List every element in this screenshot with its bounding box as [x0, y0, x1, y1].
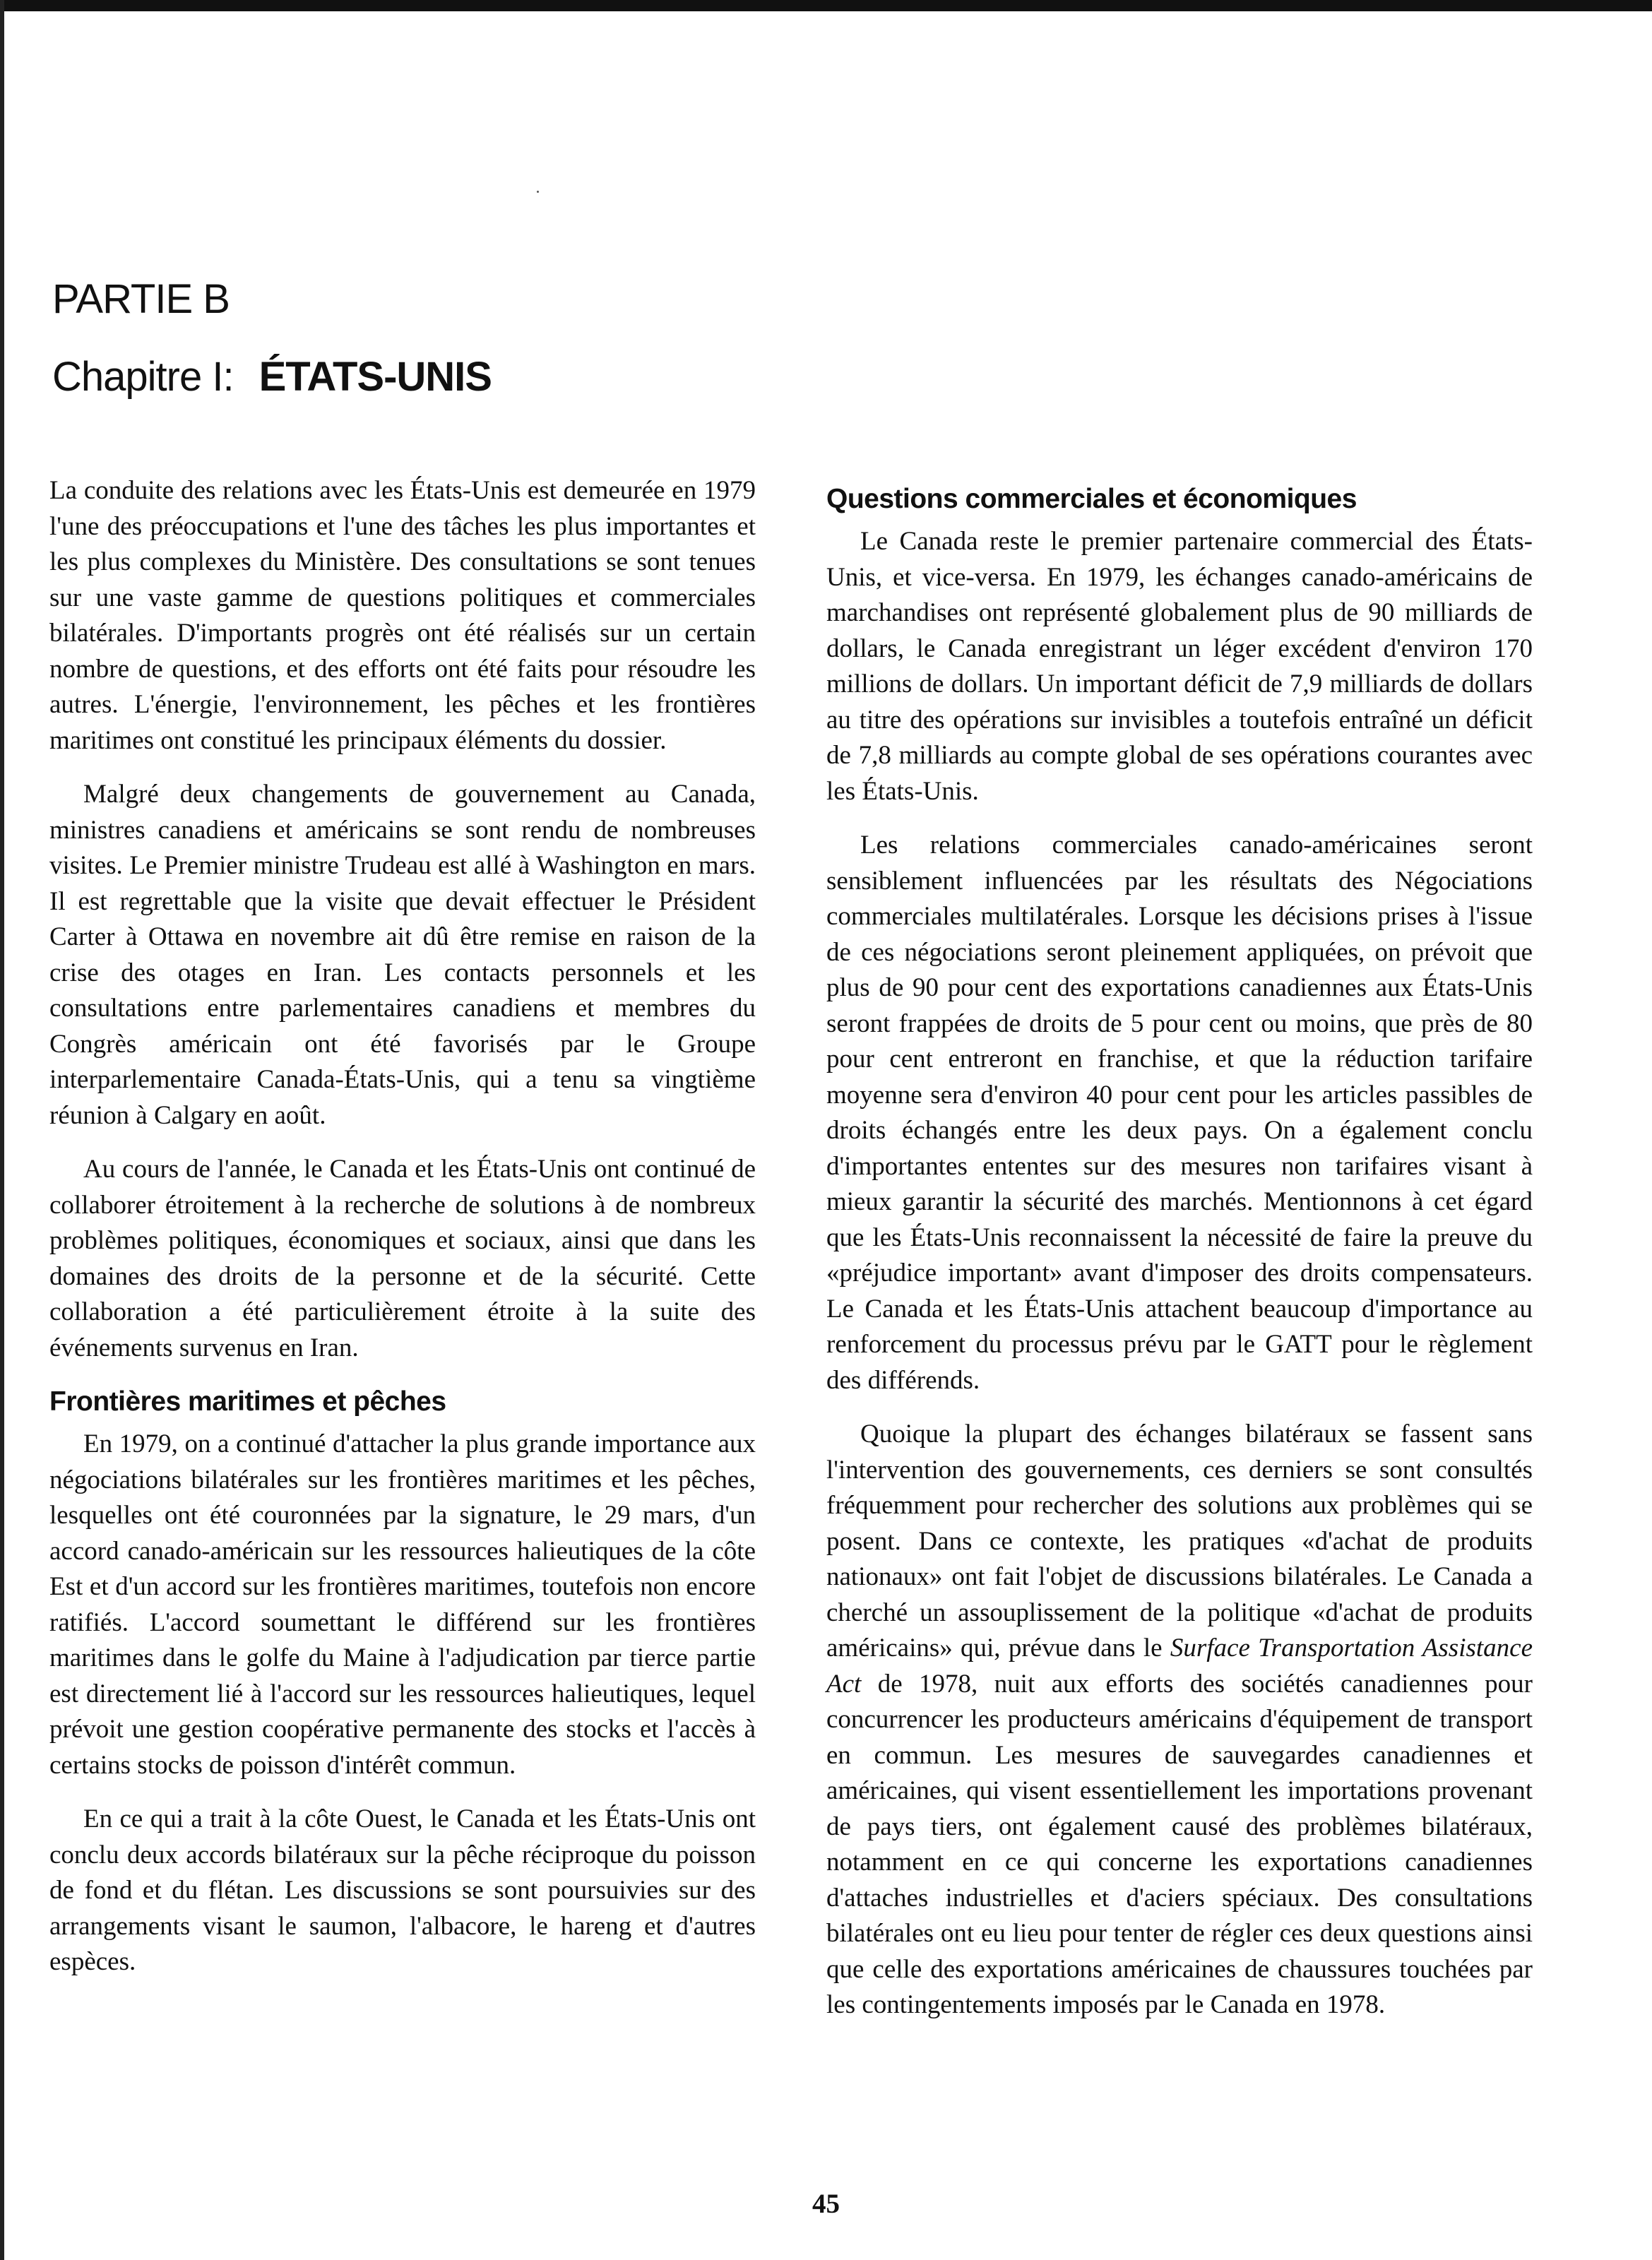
paragraph-bilateral-text-2: de 1978, nuit aux efforts des sociétés canadiennes pour concurrencer les producteurs américains d'équipement de transport en commun. Les mesures de sauvegardes canadiennes et américaines, qui visent essentiellement les importations provenant de pays tiers, ont également causé des problèmes bilatéraux, notamment en ce qui concerne les exportations canadiennes d'attaches industrielles et d'aciers spéciaux. Des consultations bilatérales ont eu lieu pour tenter de régler ces deux questions ainsi que celle des exportations américaines de chaussures touchées par les contingentements imposés par le Canada en 1978.: [826, 1669, 1533, 2019]
act-title: Surface Transportation Assistance Act: [826, 1634, 1533, 1699]
paragraph-bilateral-issues: [826, 1417, 1533, 2023]
paragraph-multilateral: Les relations commerciales canado-américaines seront sensiblement influencées par les résultats des Négociations commerciales multilatérales. Lorsque les décisions prises à l'issue de ces négociations seront pleinement appliquées, on prévoit que plus de 90 pour cent des exportations canadiennes aux États-Unis seront frappées de droits de 5 pour cent ou moins, que près de 80 pour cent entreront en franchise, et que la réduction tarifaire moyenne sera d'environ 40 pour cent pour les articles passibles de droits échangés entre les deux pays. On a également conclu d'importantes ententes sur des mesures non tarifaires visant à mieux garantir la sécurité des marchés. Mentionnons à cet égard que les États-Unis reconnaissent la nécessité de faire la preuve du «préjudice important» avant d'imposer des droits compensateurs. Le Canada et les États-Unis attachent beaucoup d'importance au renforcement du processus prévu par le GATT pour le règlement des différends.: [826, 831, 1533, 1395]
section-heading-fisheries: Frontières maritimes et pêches: [49, 1386, 446, 1417]
paragraph-east-coast: En 1979, on a continué d'attacher la plus grande importance aux négociations bilatérales sur les frontières maritimes et les pêches, lesquelles ont été couronnées par la signature, le 29 mars, d'un accord canado-américain sur les ressources halieutiques de la côte Est et d'un accord sur les frontières maritimes, toutefois non encore ratifiés. L'accord soumettant le différend sur les frontières maritimes dans le golfe du Maine à l'adjudication par tierce partie est directement lié à l'accord sur les ressources halieutiques, lequel prévoit une gestion coopérative permanente des stocks et l'accès à certains stocks de poisson d'intérêt commun.: [49, 1429, 756, 1780]
chapter-label: Chapitre I:: [52, 354, 234, 400]
paragraph-intro: La conduite des relations avec les États-Unis est demeurée en 1979 l'une des préoccupations et l'une des tâches les plus importantes et les plus complexes du Ministère. Des consultations se sont tenues sur une vaste gamme de questions politiques et commerciales bilatérales. D'importants progrès ont été réalisés sur un certain nombre de questions, et des efforts ont été faits pour résoudre les autres. L'énergie, l'environnement, les pêches et les frontières maritimes ont constitué les principaux éléments du dossier.: [49, 476, 756, 755]
chapter-title: [52, 353, 492, 400]
right-column: [826, 473, 1533, 2042]
top-border: [0, 0, 1652, 11]
paragraph-trade-partner: Le Canada reste le premier partenaire commercial des États-Unis, et vice-versa. En 1979, les échanges canado-américains de marchandises ont représenté globalement plus de 90 milliards de dollars, le Canada enregistrant un léger excédent d'environ 170 millions de dollars. Un important déficit de 7,9 milliards de dollars au titre des opérations sur invisibles a toutefois entraîné un déficit de 7,8 milliards au compte global de ses opérations courantes avec les États-Unis.: [826, 527, 1533, 806]
paragraph-collaboration: Au cours de l'année, le Canada et les États-Unis ont continué de collaborer étroitement à la recherche de solutions à de nombreux problèmes politiques, économiques et sociaux, ainsi que dans les domaines des droits de la personne et de la sécurité. Cette collaboration a été particulièrement étroite à la suite des événements survenus en Iran.: [49, 1155, 756, 1362]
page-number: 45: [812, 2189, 840, 2219]
left-column: [49, 473, 756, 1999]
chapter-name: ÉTATS-UNIS: [259, 354, 492, 400]
left-border: [0, 0, 4, 2260]
section-heading-trade: Questions commerciales et économiques: [826, 484, 1357, 514]
scan-speck: [537, 191, 539, 193]
part-title: PARTIE B: [52, 276, 230, 322]
paragraph-west-coast: En ce qui a trait à la côte Ouest, le Canada et les États-Unis ont conclu deux accords bilatéraux sur la pêche réciproque du poisson de fond et du flétan. Les discussions se sont poursuivies sur des arrangements visant le saumon, l'albacore, le hareng et d'autres espèces.: [49, 1804, 756, 1976]
paragraph-visits: Malgré deux changements de gouvernement au Canada, ministres canadiens et américains se sont rendu de nombreuses visites. Le Premier ministre Trudeau est allé à Washington en mars. Il est regrettable que la visite que devait effectuer le Président Carter à Ottawa en novembre ait dû être remise en raison de la crise des otages en Iran. Les contacts personnels et les consultations entre parlementaires canadiens et membres du Congrès américain ont été favorisés par le Groupe interparlementaire Canada-États-Unis, qui a tenu sa vingtième réunion à Calgary en août.: [49, 780, 756, 1130]
paragraph-bilateral-text-1: Quoique la plupart des échanges bilatéraux se fassent sans l'intervention des gouvernements, ces derniers se sont consultés fréquemment pour rechercher des solutions aux problèmes qui se posent. Dans ce contexte, les pratiques «d'achat de produits nationaux» ont fait l'objet de discussions bilatérales. Le Canada a cherché un assouplissement de la politique «d'achat de produits américains» qui, prévue dans le: [826, 1420, 1533, 1663]
